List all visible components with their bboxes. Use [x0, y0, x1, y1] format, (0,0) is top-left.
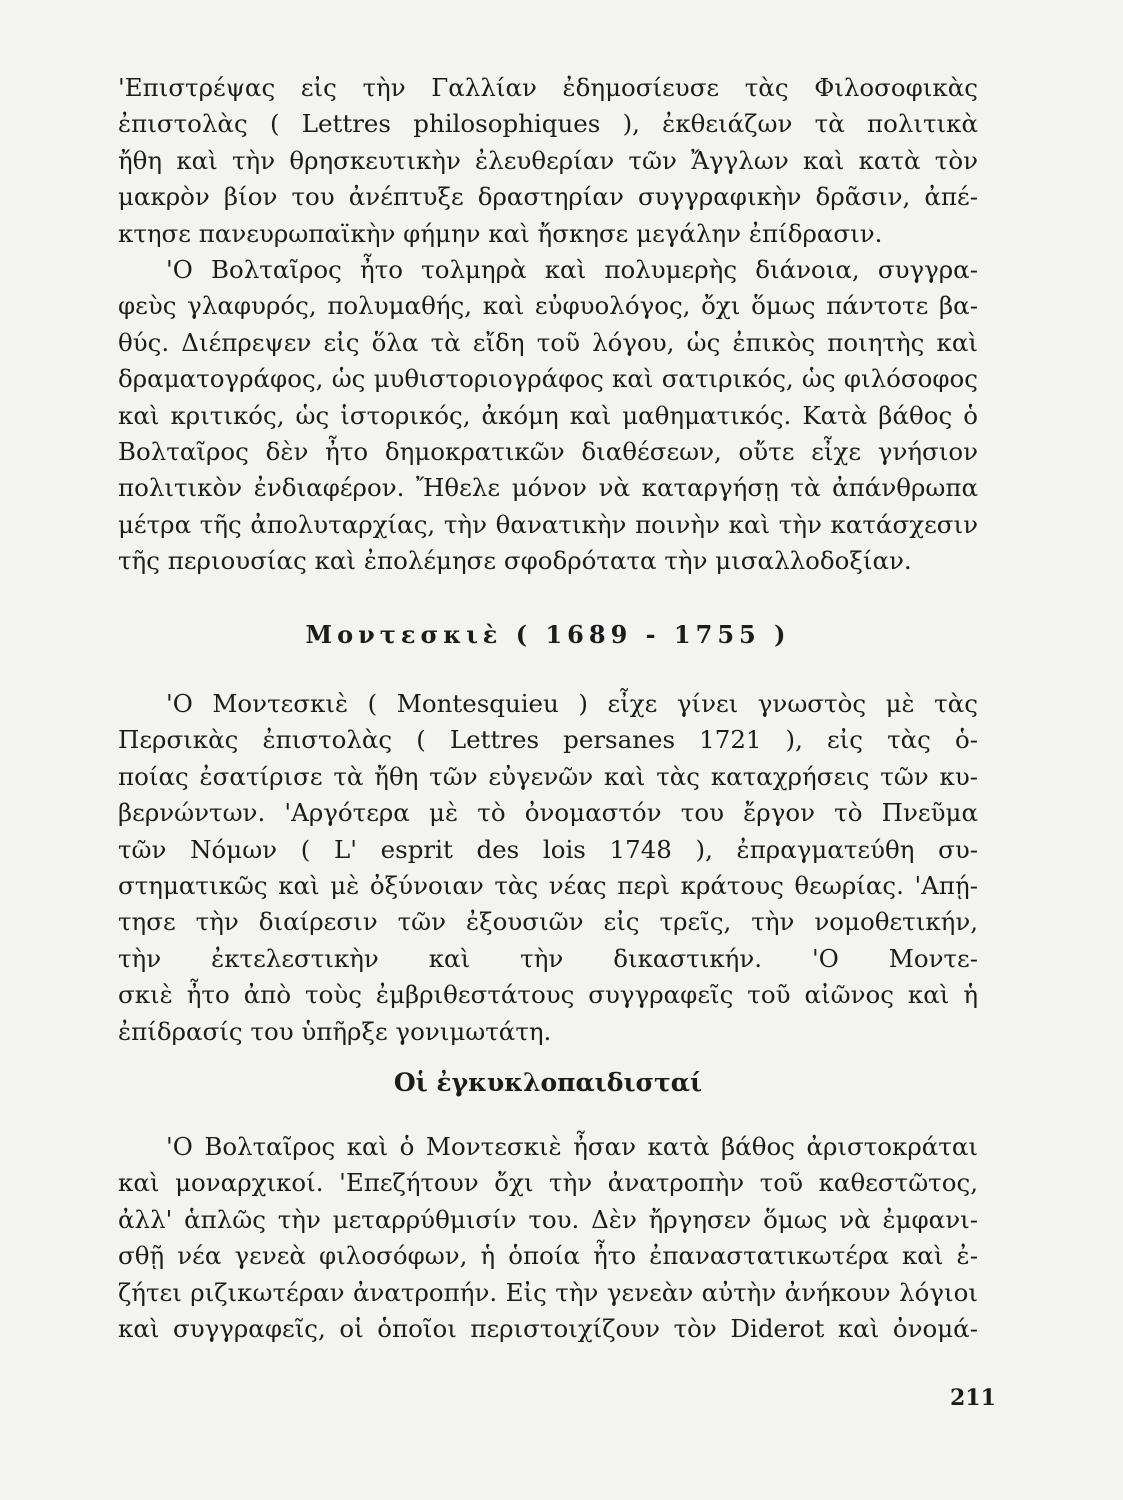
text-line: μέτρα τῆς ἀπολυταρχίας, τὴν θανατικὴν ποινὴν καὶ τὴν κατάσχεσιν [118, 509, 978, 539]
text-line: θύς. Διέπρεψεν εἰς ὅλα τὰ εἴδη τοῦ λόγου, ὡς ἐπικὸς ποιητὴς καὶ [118, 327, 978, 357]
text-line: στηματικῶς καὶ μὲ ὀξύνοιαν τὰς νέας περὶ κράτους θεωρίας. 'Απῄ- [118, 871, 978, 901]
paragraph-voltaire [118, 70, 978, 580]
text-line: Περσικὰς ἐπιστολὰς ( Lettres persanes 1721 ), εἰς τὰς ὁ- [118, 725, 978, 755]
page-number: 211 [950, 1385, 996, 1411]
text-line: 'Επιστρέψας εἰς τὴν Γαλλίαν ἐδημοσίευσε τὰς Φιλοσοφικὰς [118, 73, 978, 102]
text-line: 'Ο Μοντεσκιὲ ( Montesquieu ) εἶχε γίνει γνωστὸς μὲ τὰς [166, 689, 978, 718]
section-heading-montesquieu: Μοντεσκιὲ ( 1689 - 1755 ) [305, 620, 791, 649]
text-line: τῆς περιουσίας καὶ ἐπολέμησε σφοδρότατα τὴν μισαλλοδοξίαν. [118, 546, 912, 576]
paragraph-encyclopedists [118, 1129, 978, 1347]
paragraph-montesquieu [118, 686, 978, 1050]
text-line: 'Ο Βολταῖρος ἦτο τολμηρὰ καὶ πολυμερὴς διάνοια, συγγρα- [166, 255, 978, 285]
text-line: δραματογράφος, ὡς μυθιστοριογράφος καὶ σατιρικός, ὡς φιλόσοφος [118, 364, 978, 394]
section-heading-encyclopedists: Οἱ ἐγκυκλοπαιδισταί [393, 1068, 703, 1097]
text-line: ἐπίδρασίς του ὑπῆρξε γονιμωτάτη. [118, 1016, 552, 1046]
text-line: καὶ συγγραφεῖς, οἱ ὁποῖοι περιστοιχίζουν τὸν Diderot καὶ ὀνομά- [118, 1314, 978, 1344]
text-line: ποίας ἐσατίρισε τὰ ἤθη τῶν εὐγενῶν καὶ τὰς καταχρήσεις τῶν κυ- [118, 761, 978, 791]
text-line: βερνώντων. 'Αργότερα μὲ τὸ ὀνομαστόν του ἔργον τὸ Πνεῦμα [118, 798, 978, 828]
text-line: τησε τὴν διαίρεσιν τῶν ἐξουσιῶν εἰς τρεῖς, τὴν νομοθετικήν, [118, 907, 978, 937]
text-line: ἐπιστολὰς ( Lettres philosophiques ), ἐκθειάζων τὰ πολιτικὰ [118, 109, 978, 139]
text-line: μακρὸν βίον του ἀνέπτυξε δραστηρίαν συγγραφικὴν δρᾶσιν, ἀπέ- [118, 182, 978, 212]
text-line: πολιτικὸν ἐνδιαφέρον. Ἤθελε μόνον νὰ καταργήσῃ τὰ ἀπάνθρωπα [118, 473, 978, 503]
text-line: ζήτει ριζικωτέραν ἀνατροπήν. Εἰς τὴν γενεὰν αὐτὴν ἀνήκουν λόγιοι [118, 1277, 978, 1307]
text-line: τὴν ἐκτελεστικὴν καὶ τὴν δικαστικήν. 'Ο Μοντε- [118, 943, 978, 973]
text-line: ἀλλ' ἁπλῶς τὴν μεταρρύθμισίν του. Δὲν ἤργησεν ὅμως νὰ ἐμφανι- [118, 1204, 978, 1234]
text-line: σθῇ νέα γενεὰ φιλοσόφων, ἡ ὁποία ἦτο ἐπαναστατικωτέρα καὶ ἐ- [118, 1241, 978, 1271]
text-line: κτησε πανευρωπαϊκὴν φήμην καὶ ἤσκησε μεγάλην ἐπίδρασιν. [118, 218, 883, 248]
text-line: φεὺς γλαφυρός, πολυμαθής, καὶ εὐφυολόγος, ὄχι ὅμως πάντοτε βα- [118, 291, 978, 321]
text-line: ἤθη καὶ τὴν θρησκευτικὴν ἐλευθερίαν τῶν Ἄγγλων καὶ κατὰ τὸν [118, 145, 978, 175]
text-line: καὶ κριτικός, ὡς ἱστορικός, ἀκόμη καὶ μαθηματικός. Κατὰ βάθος ὁ [118, 400, 978, 430]
text-line: σκιὲ ἦτο ἀπὸ τοὺς ἐμβριθεστάτους συγγραφεῖς τοῦ αἰῶνος καὶ ἡ [118, 980, 978, 1010]
text-line: καὶ μοναρχικοί. 'Επεζήτουν ὄχι τὴν ἀνατροπὴν τοῦ καθεστῶτος, [118, 1168, 978, 1198]
text-line: τῶν Νόμων ( L' esprit des lois 1748 ), ἐπραγματεύθη συ- [118, 834, 978, 864]
text-line: 'Ο Βολταῖρος καὶ ὁ Μοντεσκιὲ ἦσαν κατὰ βάθος ἀριστοκράται [166, 1132, 978, 1161]
text-line: Βολταῖρος δὲν ἦτο δημοκρατικῶν διαθέσεων, οὔτε εἶχε γνήσιον [118, 437, 978, 467]
